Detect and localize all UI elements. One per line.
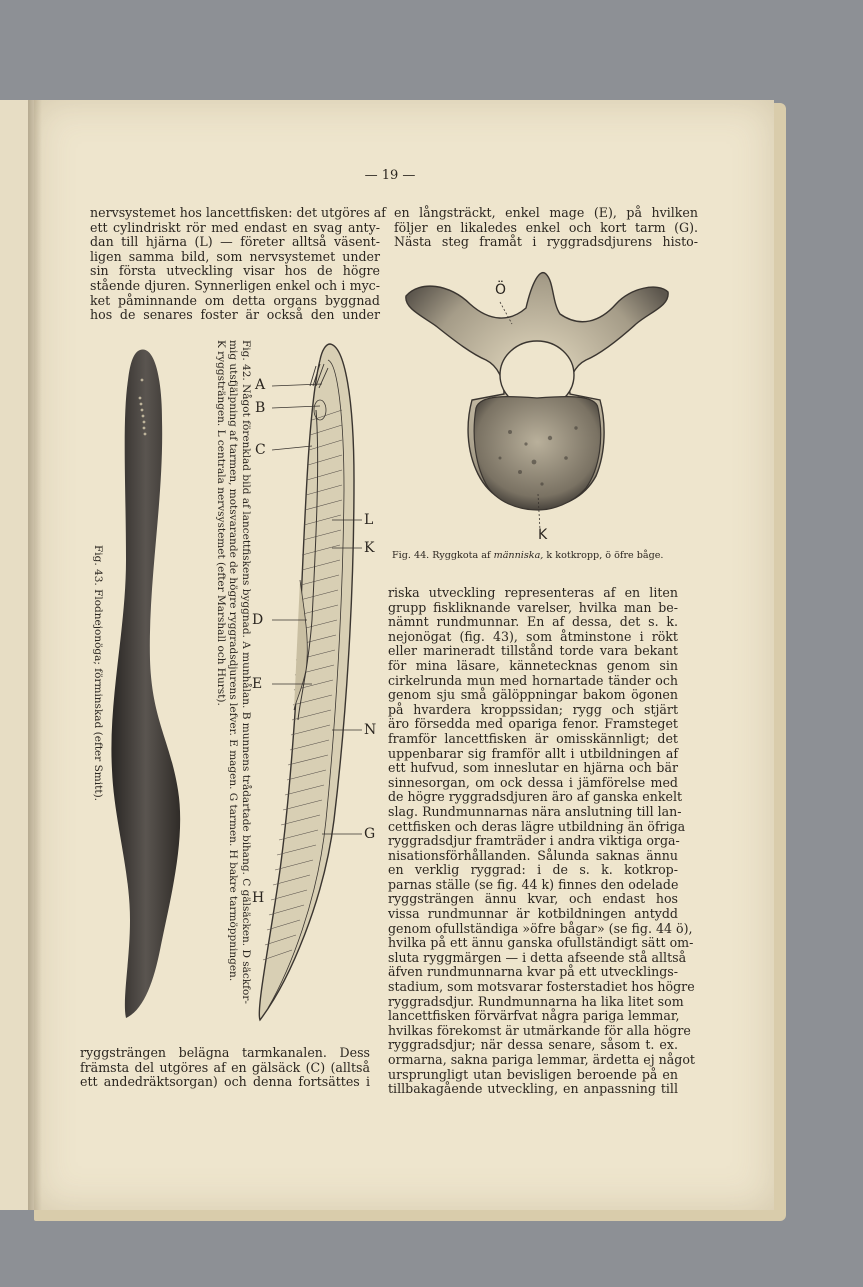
right-column-body-line: ryggsträngen ännu kvar, och endast hos bbox=[388, 891, 678, 907]
right-column-top-line: en långsträckt, enkel mage (E), på hvilken bbox=[394, 205, 698, 220]
binding-shadow bbox=[28, 100, 42, 1210]
fig44-caption-suffix: k kotkropp, ö öfre båge. bbox=[546, 550, 664, 561]
fig44-caption-text: Ryggkota af bbox=[432, 550, 491, 561]
fig44-caption-italic: människa, bbox=[493, 550, 544, 561]
right-column-body-line: på hvardera kroppssidan; rygg och stjärt bbox=[388, 701, 678, 717]
left-column-top-line: nervsystemet hos lancettfisken: det utgöres af bbox=[90, 205, 386, 220]
page-number: — 19 — bbox=[364, 168, 416, 183]
right-column-body-line: ormarna, sakna pariga lemmar, ärdetta ej något bbox=[388, 1052, 695, 1067]
fig42-label-g: G bbox=[364, 826, 376, 842]
left-column-bottom-line: ett andedräktsorgan) och denna fortsättes i bbox=[80, 1074, 370, 1090]
right-column-body-line: hvilka på ett ännu ganska ofullständigt sätt om- bbox=[388, 935, 694, 951]
fig44-caption bbox=[392, 550, 663, 561]
right-column-body-line: slag. Rundmunnarnas nära anslutning till lan- bbox=[388, 803, 682, 819]
right-column-body-line: vissa rundmunnar är kotbildningen antydd bbox=[388, 906, 678, 922]
left-column-top-line: ket påminnande om detta organs byggnad bbox=[90, 292, 380, 308]
right-column-body-line: sluta ryggmärgen — i detta afseende stå alltså bbox=[388, 949, 687, 965]
fig44-vertebra-illustration bbox=[400, 262, 674, 542]
left-column-top-line: ligen samma bild, som nervsystemet under bbox=[90, 248, 380, 264]
right-column-body-line: äro försedda med opariga fenor. Framsteget bbox=[388, 716, 678, 732]
right-column-body-line: sinnesorgan, om ock dessa i jämförelse med bbox=[388, 774, 678, 790]
fig43-caption-text: Fig. 43. Flodnejonöga; förminskad (efter Smitt). bbox=[92, 545, 104, 801]
right-column-body-line: lancettfisken förvärfvat några pariga lemmar, bbox=[388, 1008, 680, 1024]
left-column-top-line: dan till hjärna (L) — företer alltså väsent- bbox=[90, 234, 380, 250]
left-column-bottom-line: främsta del utgöres af en gälsäck (C) (alltså bbox=[80, 1059, 370, 1075]
fig44-label-o: Ö bbox=[495, 282, 507, 298]
right-column-body-line: nejonögat (fig. 43), som åtminstone i rökt bbox=[388, 628, 678, 644]
fig44-caption-prefix: Fig. 44. bbox=[392, 550, 430, 561]
right-column-body-line: för mina läsare, kännetecknas genom sin bbox=[388, 657, 678, 673]
right-column-body-line: uppenbarar sig framför allt i utbildningen af bbox=[388, 745, 678, 761]
right-column-body-line: hvilkas förekomst är utmärkande för alla högre bbox=[388, 1022, 691, 1038]
fig42-label-a: A bbox=[255, 377, 266, 393]
left-column-bottom-text bbox=[80, 1046, 370, 1090]
fig43-caption bbox=[92, 545, 105, 801]
right-column-body-line: genom ofullständiga »öfre bågar» (se fig. 44 ö), bbox=[388, 920, 693, 936]
right-column-body-line: grupp fiskliknande varelser, hvilka man be- bbox=[388, 599, 678, 615]
right-column-body-line: nisationsförhållanden. Sålunda saknas ännu bbox=[388, 847, 678, 863]
right-column-body-line: tillbakagående utveckling, en anpassning till bbox=[388, 1081, 678, 1097]
right-column-body-line: cirkelrunda mun med hornartade tänder och bbox=[388, 672, 678, 688]
fig42-label-n: N bbox=[364, 722, 377, 738]
right-column-body-line: de högre ryggradsdjuren äro af ganska enkelt bbox=[388, 789, 683, 805]
right-column-body-line: en verklig ryggrad: i de s. k. kotkrop- bbox=[388, 862, 678, 878]
right-column-body-line: cettfisken och deras lägre utbildning än öfriga bbox=[388, 818, 686, 834]
left-column-top-line: stående djuren. Synnerligen enkel och i myc- bbox=[90, 277, 380, 293]
right-column-body-line: parnas ställe (se fig. 44 k) finnes den odelade bbox=[388, 876, 679, 892]
fig42-label-l: L bbox=[364, 512, 374, 528]
right-column-top-line: följer en likaledes enkel och kort tarm (G). bbox=[394, 219, 698, 235]
right-column-body-line: ett hufvud, som inneslutar en hjärna och bär bbox=[388, 760, 678, 776]
fig42-caption-line: K ryggsträngen. L centrala nervsystemet (efter Marshall och Hurst). bbox=[215, 340, 227, 706]
right-column-body-line: eller marineradt tillstånd torde vara bekant bbox=[388, 643, 678, 659]
fig42-label-b: B bbox=[255, 400, 266, 416]
fig42-label-h: H bbox=[252, 890, 265, 906]
right-column-body-line: genom sju små gälöppningar bakom ögonen bbox=[388, 687, 678, 703]
fig42-caption-line: mig utsfjälpning af tarmen, motsvarande de högre ryggradsdjurens lefver. E magen. G tarmen. H bakre tarmöppningen. bbox=[227, 340, 240, 982]
right-column-body-line: framför lancettfisken är omisskännligt; det bbox=[388, 730, 678, 746]
left-column-top-line: ett cylindriskt rör med endast en svag anty- bbox=[90, 219, 380, 235]
right-column-body-line: ursprungligt utan bevisligen beroende på en bbox=[388, 1066, 678, 1082]
left-column-top-line: sin första utveckling visar hos de högre bbox=[90, 263, 380, 279]
right-column-top-text bbox=[394, 206, 698, 250]
right-column-top-line: Nästa steg framåt i ryggradsdjurens histo- bbox=[394, 234, 698, 250]
fig42-label-e: E bbox=[252, 676, 263, 692]
fig42-leader-lines bbox=[262, 370, 375, 910]
fig43-lamprey-illustration bbox=[100, 340, 200, 1030]
right-column-body-line: stadium, som motsvarar fosterstadiet hos högre bbox=[388, 979, 695, 995]
left-column-top-text bbox=[90, 205, 386, 323]
fig42-label-d: D bbox=[252, 612, 264, 628]
right-column-body-text bbox=[388, 585, 695, 1097]
right-column-body-line: ryggradsdjur. Rundmunnarna ha lika litet som bbox=[388, 993, 684, 1009]
right-column-body-line: ryggradsdjur framträder i andra viktiga orga- bbox=[388, 833, 680, 849]
fig42-caption-line: Fig. 42. Något förenklad bild af lancettfiskens byggnad. A munhålan. B munnens trådartade bihang. C gälsäcken. D säckfor- bbox=[240, 340, 252, 1004]
left-column-bottom-line: ryggsträngen belägna tarmkanalen. Dess bbox=[80, 1045, 370, 1060]
right-column-body-line: ryggradsdjur; när dessa senare, såsom t. ex. bbox=[388, 1037, 678, 1053]
right-column-body-line: nämnt rundmunnar. En af dessa, det s. k. bbox=[388, 614, 678, 630]
left-column-top-line: hos de senares foster är också den under bbox=[90, 307, 380, 323]
right-column-body-line: äfven rundmunnarna kvar på ett utvecklings- bbox=[388, 964, 678, 980]
fig42-caption bbox=[215, 340, 253, 1004]
fig42-label-k: K bbox=[364, 540, 375, 556]
fig44-label-k: K bbox=[538, 527, 548, 543]
right-column-body-line: riska utveckling representeras af en liten bbox=[388, 585, 678, 600]
fig42-label-c: C bbox=[255, 442, 266, 458]
